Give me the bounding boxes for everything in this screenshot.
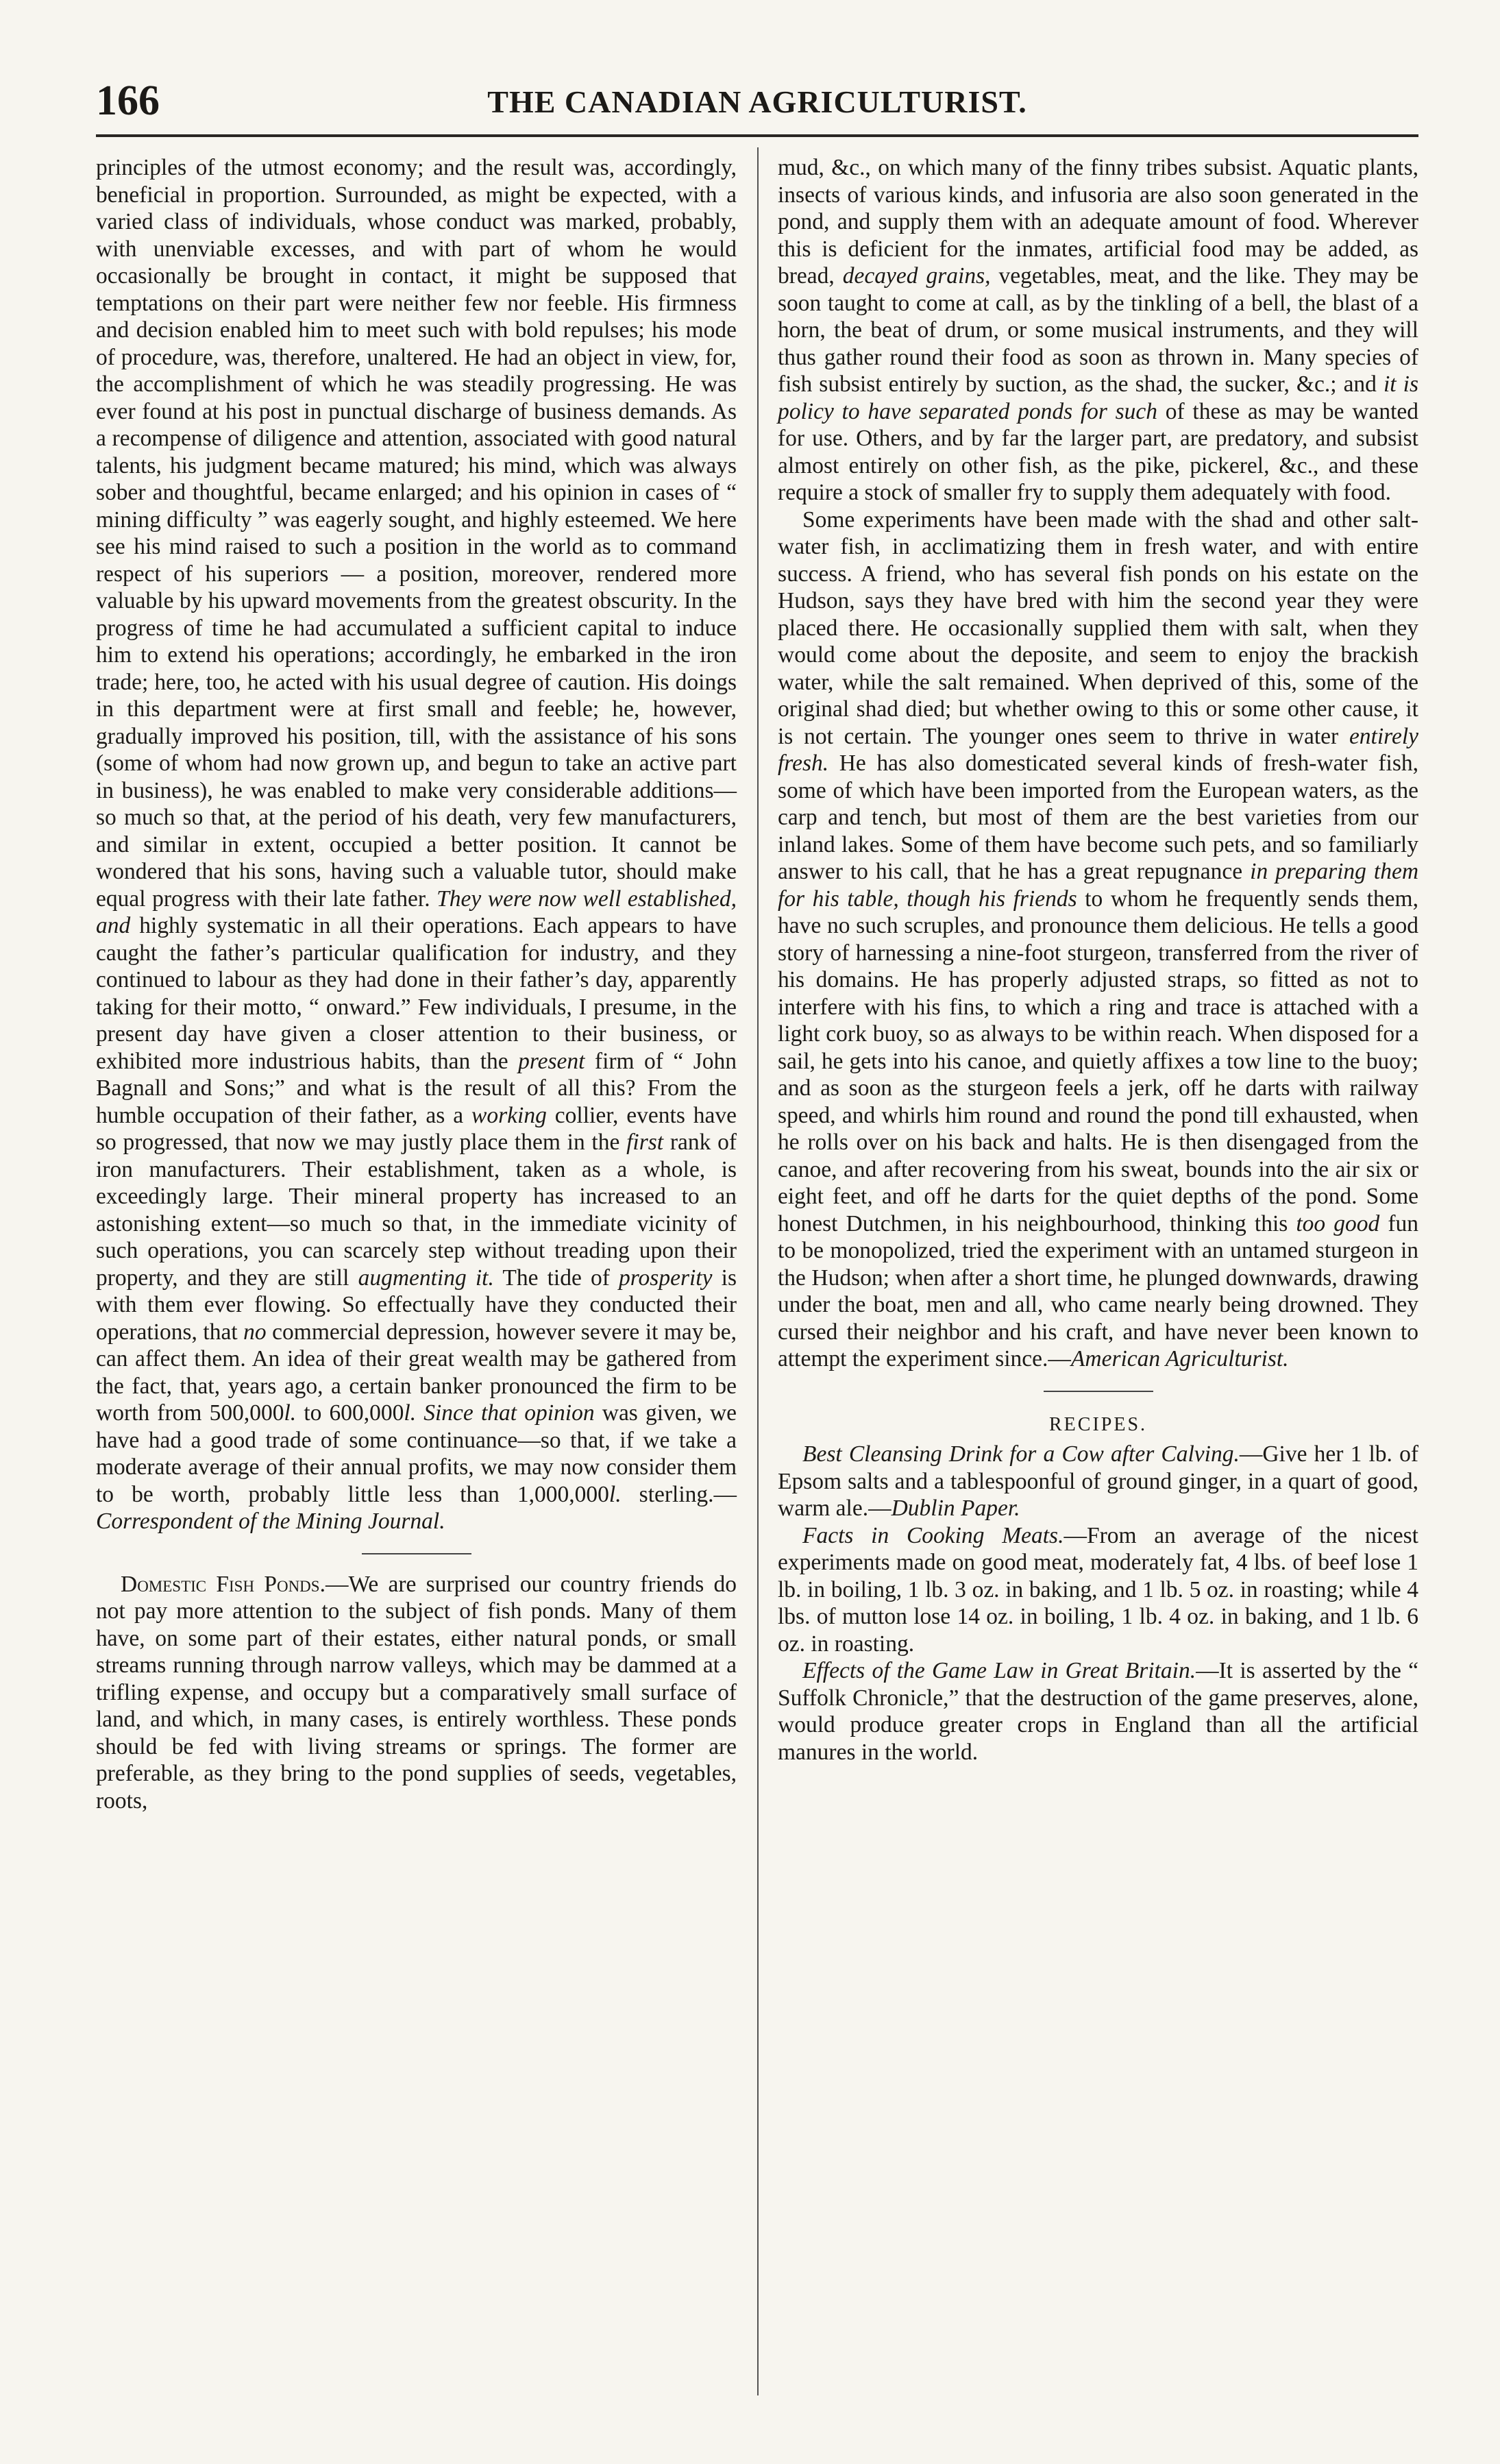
header-rule	[96, 134, 1418, 137]
left-column	[96, 154, 737, 1814]
page-number: 166	[96, 77, 160, 124]
shad-experiments-paragraph: Some experiments have been made with the shad and other salt-water fish, in acclimatizing them in fresh water, and with entire success. A friend, who has several fish ponds on his estate on the Hudson, says they have bred with him the second year they were placed there. He occasionally supplied them with salt, when they would come about the deposite, and seem to enjoy the brackish water, while the salt remained. When deprived of this, some of the original shad died; but whether owing to this or some other cause, it is not certain. The younger ones seem to thrive in water entirely fresh. He has also domesticated several kinds of fresh-water fish, some of which have been imported from the European waters, as the carp and tench, but most of them are the best varieties from our inland lakes. Some of them have become such pets, and so familiarly answer to his call, that he has a great repugnance in preparing them for his table, though his friends to whom he frequently sends them, have no such scruples, and pronounce them delicious. He tells a good story of harnessing a nine-foot sturgeon, transferred from the river of his domains. He has properly adjusted straps, so fitted as not to interfere with his fins, to which a ring and trace is attached with a light cork buoy, so as always to be within reach. When disposed for a sail, he gets into his canoe, and quietly affixes a tow line to the buoy; and as soon as the sturgeon feels a jerk, off he darts with railway speed, and whirls him round and round the pond till exhausted, when he rolls over on his back and halts. He is then disengaged from the canoe, and after recovering from his sweat, bounds into the air six or eight feet, and off he darts for the quiet depths of the pond. Some honest Dutchmen, in his neighbourhood, thinking this too good fun to be monopolized, tried the experiment with an untamed sturgeon in the Hudson; when after a short time, he plunged downwards, drawing under the boat, men and all, who came nearly being drowned. They cursed their neighbor and his craft, and have never been known to attempt the experiment since.—American Agriculturist.	[778, 507, 1419, 1371]
fish-ponds-article: Domestic Fish Ponds.—We are surprised our country friends do not pay more attention to the subject of fish ponds. Many of them have, on some part of their estates, either natural ponds, or small streams running through narrow valleys, which may be dammed at a trifling expense, and occupy but a comparatively small surface of land, and which, in many cases, is entirely worthless. These ponds should be fed with living streams or springs. The former are preferable, as they bring to the pond supplies of seeds, vegetables, roots,	[96, 1571, 737, 1814]
fish-ponds-heading: Domestic Fish Ponds.	[121, 1571, 325, 1597]
source-mining-journal: Correspondent of the Mining Journal.	[96, 1509, 445, 1534]
recipe-game-law: Effects of the Game Law in Great Britain.—It is asserted by the “ Suffolk Chronicle,” that the destruction of the game preserves, alone, would produce greater crops in England than all the artificial manures in the world.	[778, 1658, 1419, 1765]
article-separator	[1044, 1391, 1153, 1392]
recipes-heading: RECIPES.	[1048, 1413, 1148, 1435]
running-title: THE CANADIAN AGRICULTURIST.	[487, 84, 1027, 119]
article-separator	[362, 1553, 471, 1554]
recipe-cow-drink: Best Cleansing Drink for a Cow after Calving.—Give her 1 lb. of Epsom salts and a tablespoonful of ground ginger, in a quart of good, warm ale.—Dublin Paper.	[778, 1441, 1419, 1521]
recipe-cooking-meats: Facts in Cooking Meats.—From an average of the nicest experiments made on good meat, moderately fat, 4 lbs. of beef lose 1 lb. in boiling, 1 lb. 3 oz. in baking, and 1 lb. 5 oz. in roasting; while 4 lbs. of mutton lose 14 oz. in boiling, 1 lb. 4 oz. in baking, and 1 lb. 6 oz. in roasting.	[778, 1522, 1418, 1657]
fish-ponds-continued: mud, &c., on which many of the finny tribes subsist. Aquatic plants, insects of various kinds, and infusoria are also soon generated in the pond, and supply them with an adequate amount of food. Wherever this is deficient for the inmates, artificial food may be added, as bread, decayed grains, vegetables, meat, and the like. They may be soon taught to come at call, as by the tinkling of a bell, the blast of a horn, the beat of drum, or some musical instruments, and they will thus gather round their food as soon as thrown in. Many species of fish subsist entirely by suction, as the shad, the sucker, &c.; and it is policy to have separated ponds for such of these as may be wanted for use. Others, and by far the larger part, are predatory, and subsist almost entirely on other fish, as the pike, pickerel, &c., and these require a stock of smaller fry to supply them adequately with food.	[778, 155, 1419, 505]
page-header	[96, 77, 1418, 125]
source-american-agriculturist: American Agriculturist.	[1070, 1346, 1289, 1371]
bagnall-article: principles of the utmost economy; and the result was, accordingly, beneficial in proportion. Surrounded, as might be expected, with a varied class of individuals, whose conduct was marked, probably, with unenviable excesses, and with part of whom he would occasionally be brought in contact, it might be supposed that temptations on their part were neither few nor feeble. His firmness and decision enabled him to meet such with bold repulses; his mode of procedure, was, therefore, unaltered. He had an object in view, for, the accomplishment of which he was steadily progressing. He was ever found at his post in punctual discharge of business demands. As a recompense of diligence and attention, associated with good natural talents, his judgment became matured; his mind, which was always sober and thoughtful, became enlarged; and his opinion in cases of “ mining difficulty ” was eagerly sought, and highly esteemed. We here see his mind raised to such a position in the world as to command respect of his superiors — a position, moreover, rendered more valuable by his upward movements from the greatest obscurity. In the progress of time he had accumulated a sufficient capital to induce him to extend his operations; accordingly, he embarked in the iron trade; here, too, he acted with his usual degree of caution. His doings in this department were at first small and feeble; he, however, gradually improved his position, till, with the assistance of his sons (some of whom had now grown up, and begun to take an active part in business), he was enabled to make very considerable additions—so much so that, at the period of his death, very few manufacturers, and similar in extent, occupied a better position. It cannot be wondered that his sons, having such a valuable tutor, should make equal progress with their late father. They were now well established, and highly systematic in all their operations. Each appears to have caught the father’s particular qualification for industry, and they continued to labour as they had done in their father’s day, apparently taking for their motto, “ onward.” Few individuals, I presume, in the present day have given a closer attention to their business, or exhibited more industrious habits, than the present firm of “ John Bagnall and Sons;” and what is the result of all this? From the humble occupation of their father, as a working collier, events have so progressed, that now we may justly place them in the first rank of iron manufacturers. Their establishment, taken as a whole, is exceedingly large. Their mineral property has increased to an astonishing extent—so much so that, in the immediate vicinity of such operations, you can scarcely step without treading upon their property, and they are still augmenting it. The tide of prosperity is with them ever flowing. So effectually have they conducted their operations, that no commercial depression, however severe it may be, can affect them. An idea of their great wealth may be gathered from the fact, that, years ago, a certain banker pronounced the firm to be worth from 500,000l. to 600,000l. Since that opinion was given, we have had a good trade of some continuance—so that, if we take a moderate average of their annual profits, we may now consider them to be worth, probably little less than 1,000,000l. sterling.—Correspondent of the Mining Journal.	[96, 155, 737, 1534]
right-column	[778, 154, 1418, 1766]
column-divider	[757, 147, 759, 2395]
